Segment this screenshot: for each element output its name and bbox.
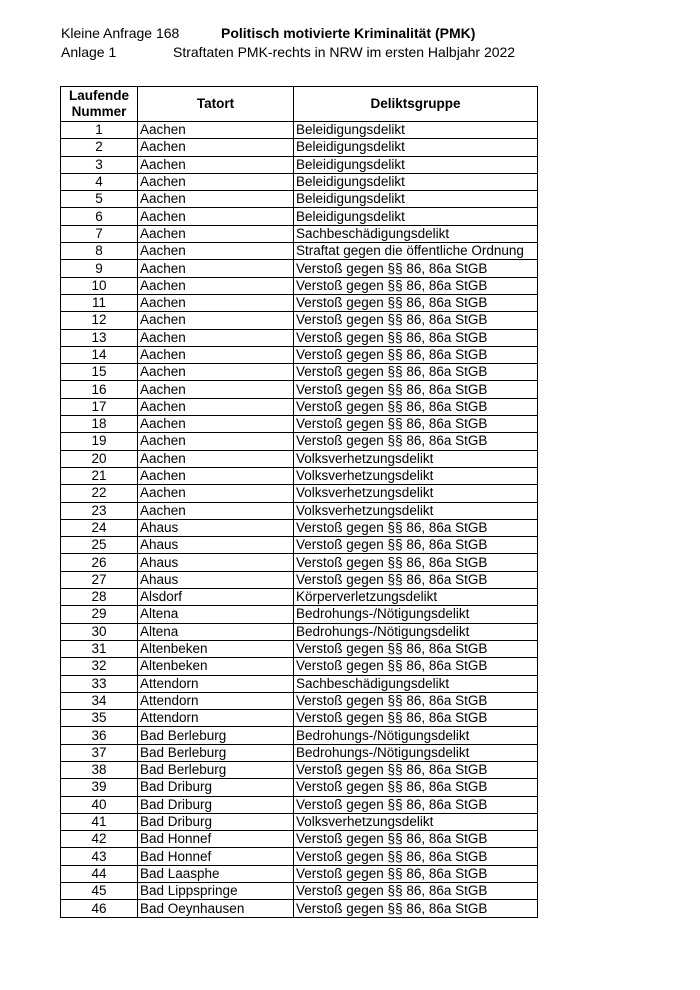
row-number-cell: 24 xyxy=(61,519,138,536)
row-location-cell: Aachen xyxy=(138,277,294,294)
request-number: Kleine Anfrage 168 xyxy=(61,25,180,41)
row-number-cell: 45 xyxy=(61,883,138,900)
row-number-cell: 32 xyxy=(61,658,138,675)
row-number-cell: 27 xyxy=(61,571,138,588)
table-row xyxy=(61,900,538,917)
table-row xyxy=(61,277,538,294)
row-location-cell: Aachen xyxy=(138,156,294,173)
row-offense-cell: Verstoß gegen §§ 86, 86a StGB xyxy=(294,883,538,900)
row-number-cell: 13 xyxy=(61,329,138,346)
row-offense-cell: Beleidigungsdelikt xyxy=(294,208,538,225)
table-row xyxy=(61,381,538,398)
row-number-cell: 9 xyxy=(61,260,138,277)
row-offense-cell: Verstoß gegen §§ 86, 86a StGB xyxy=(294,433,538,450)
table-row xyxy=(61,294,538,311)
row-offense-cell: Bedrohungs-/Nötigungsdelikt xyxy=(294,727,538,744)
row-number-cell: 28 xyxy=(61,589,138,606)
row-number-cell: 26 xyxy=(61,554,138,571)
table-row xyxy=(61,156,538,173)
row-offense-cell: Verstoß gegen §§ 86, 86a StGB xyxy=(294,519,538,536)
row-offense-cell: Verstoß gegen §§ 86, 86a StGB xyxy=(294,831,538,848)
row-offense-cell: Verstoß gegen §§ 86, 86a StGB xyxy=(294,554,538,571)
row-number-cell: 21 xyxy=(61,467,138,484)
page-subtitle: Straftaten PMK-rechts in NRW im ersten Halbjahr 2022 xyxy=(173,44,516,60)
row-offense-cell: Verstoß gegen §§ 86, 86a StGB xyxy=(294,640,538,657)
row-offense-cell: Verstoß gegen §§ 86, 86a StGB xyxy=(294,416,538,433)
row-location-cell: Aachen xyxy=(138,225,294,242)
row-offense-cell: Volksverhetzungsdelikt xyxy=(294,485,538,502)
row-location-cell: Bad Berleburg xyxy=(138,761,294,778)
row-offense-cell: Bedrohungs-/Nötigungsdelikt xyxy=(294,606,538,623)
row-offense-cell: Verstoß gegen §§ 86, 86a StGB xyxy=(294,796,538,813)
row-offense-cell: Bedrohungs-/Nötigungsdelikt xyxy=(294,744,538,761)
table-row xyxy=(61,467,538,484)
row-offense-cell: Verstoß gegen §§ 86, 86a StGB xyxy=(294,277,538,294)
row-number-cell: 43 xyxy=(61,848,138,865)
row-offense-cell: Körperverletzungsdelikt xyxy=(294,589,538,606)
row-location-cell: Aachen xyxy=(138,433,294,450)
row-number-cell: 44 xyxy=(61,865,138,882)
table-row xyxy=(61,831,538,848)
row-number-cell: 11 xyxy=(61,294,138,311)
row-number-cell: 2 xyxy=(61,139,138,156)
table-row xyxy=(61,779,538,796)
row-location-cell: Aachen xyxy=(138,122,294,139)
row-location-cell: Attendorn xyxy=(138,692,294,709)
row-offense-cell: Volksverhetzungsdelikt xyxy=(294,813,538,830)
table-row xyxy=(61,173,538,190)
table-body xyxy=(61,122,538,918)
row-offense-cell: Beleidigungsdelikt xyxy=(294,156,538,173)
row-offense-cell: Verstoß gegen §§ 86, 86a StGB xyxy=(294,364,538,381)
row-number-cell: 3 xyxy=(61,156,138,173)
column-header-number-line2: Nummer xyxy=(71,104,127,119)
table-row xyxy=(61,191,538,208)
row-location-cell: Ahaus xyxy=(138,571,294,588)
row-offense-cell: Sachbeschädigungsdelikt xyxy=(294,225,538,242)
row-number-cell: 4 xyxy=(61,173,138,190)
row-location-cell: Attendorn xyxy=(138,710,294,727)
row-number-cell: 29 xyxy=(61,606,138,623)
table-row xyxy=(61,122,538,139)
row-number-cell: 16 xyxy=(61,381,138,398)
row-number-cell: 42 xyxy=(61,831,138,848)
row-offense-cell: Straftat gegen die öffentliche Ordnung xyxy=(294,243,538,260)
row-number-cell: 33 xyxy=(61,675,138,692)
column-header-location: Tatort xyxy=(138,87,294,122)
row-number-cell: 30 xyxy=(61,623,138,640)
row-offense-cell: Verstoß gegen §§ 86, 86a StGB xyxy=(294,294,538,311)
row-number-cell: 39 xyxy=(61,779,138,796)
column-header-number xyxy=(61,87,138,122)
row-number-cell: 12 xyxy=(61,312,138,329)
row-number-cell: 41 xyxy=(61,813,138,830)
row-offense-cell: Volksverhetzungsdelikt xyxy=(294,502,538,519)
row-location-cell: Ahaus xyxy=(138,554,294,571)
row-number-cell: 40 xyxy=(61,796,138,813)
row-location-cell: Aachen xyxy=(138,398,294,415)
table-row xyxy=(61,398,538,415)
row-number-cell: 46 xyxy=(61,900,138,917)
table-row xyxy=(61,208,538,225)
row-offense-cell: Beleidigungsdelikt xyxy=(294,191,538,208)
row-location-cell: Aachen xyxy=(138,329,294,346)
row-location-cell: Bad Berleburg xyxy=(138,727,294,744)
row-location-cell: Altenbeken xyxy=(138,658,294,675)
row-location-cell: Alsdorf xyxy=(138,589,294,606)
row-offense-cell: Verstoß gegen §§ 86, 86a StGB xyxy=(294,710,538,727)
row-number-cell: 37 xyxy=(61,744,138,761)
row-location-cell: Bad Driburg xyxy=(138,813,294,830)
row-offense-cell: Verstoß gegen §§ 86, 86a StGB xyxy=(294,537,538,554)
table-row xyxy=(61,139,538,156)
crime-table xyxy=(60,86,538,918)
table-row xyxy=(61,640,538,657)
row-location-cell: Aachen xyxy=(138,260,294,277)
table-row xyxy=(61,502,538,519)
row-number-cell: 36 xyxy=(61,727,138,744)
row-offense-cell: Volksverhetzungsdelikt xyxy=(294,467,538,484)
row-location-cell: Bad Driburg xyxy=(138,779,294,796)
row-offense-cell: Verstoß gegen §§ 86, 86a StGB xyxy=(294,848,538,865)
table-row xyxy=(61,329,538,346)
row-number-cell: 35 xyxy=(61,710,138,727)
row-offense-cell: Bedrohungs-/Nötigungsdelikt xyxy=(294,623,538,640)
row-offense-cell: Verstoß gegen §§ 86, 86a StGB xyxy=(294,312,538,329)
row-number-cell: 15 xyxy=(61,364,138,381)
row-location-cell: Altena xyxy=(138,606,294,623)
row-number-cell: 25 xyxy=(61,537,138,554)
row-number-cell: 31 xyxy=(61,640,138,657)
column-header-offense: Deliktsgruppe xyxy=(294,87,538,122)
row-offense-cell: Beleidigungsdelikt xyxy=(294,173,538,190)
row-location-cell: Aachen xyxy=(138,173,294,190)
row-location-cell: Aachen xyxy=(138,312,294,329)
row-location-cell: Aachen xyxy=(138,208,294,225)
row-offense-cell: Sachbeschädigungsdelikt xyxy=(294,675,538,692)
row-location-cell: Altenbeken xyxy=(138,640,294,657)
row-location-cell: Bad Laasphe xyxy=(138,865,294,882)
row-number-cell: 19 xyxy=(61,433,138,450)
table-row xyxy=(61,796,538,813)
row-offense-cell: Beleidigungsdelikt xyxy=(294,122,538,139)
row-offense-cell: Verstoß gegen §§ 86, 86a StGB xyxy=(294,900,538,917)
row-number-cell: 20 xyxy=(61,450,138,467)
row-location-cell: Bad Oeynhausen xyxy=(138,900,294,917)
row-location-cell: Aachen xyxy=(138,243,294,260)
table-row xyxy=(61,519,538,536)
row-location-cell: Attendorn xyxy=(138,675,294,692)
row-number-cell: 8 xyxy=(61,243,138,260)
row-location-cell: Aachen xyxy=(138,191,294,208)
row-offense-cell: Verstoß gegen §§ 86, 86a StGB xyxy=(294,398,538,415)
row-location-cell: Ahaus xyxy=(138,519,294,536)
row-offense-cell: Volksverhetzungsdelikt xyxy=(294,450,538,467)
row-location-cell: Bad Driburg xyxy=(138,796,294,813)
row-number-cell: 10 xyxy=(61,277,138,294)
table-row xyxy=(61,260,538,277)
row-offense-cell: Verstoß gegen §§ 86, 86a StGB xyxy=(294,761,538,778)
table-row xyxy=(61,658,538,675)
row-offense-cell: Verstoß gegen §§ 86, 86a StGB xyxy=(294,346,538,363)
table-row xyxy=(61,606,538,623)
row-offense-cell: Verstoß gegen §§ 86, 86a StGB xyxy=(294,381,538,398)
table-row xyxy=(61,416,538,433)
row-offense-cell: Verstoß gegen §§ 86, 86a StGB xyxy=(294,260,538,277)
row-number-cell: 6 xyxy=(61,208,138,225)
row-location-cell: Ahaus xyxy=(138,537,294,554)
table-row xyxy=(61,537,538,554)
table-row xyxy=(61,243,538,260)
table-row xyxy=(61,554,538,571)
column-header-number-line1: Laufende xyxy=(68,88,129,103)
table-row xyxy=(61,346,538,363)
row-offense-cell: Verstoß gegen §§ 86, 86a StGB xyxy=(294,865,538,882)
row-offense-cell: Beleidigungsdelikt xyxy=(294,139,538,156)
table-row xyxy=(61,225,538,242)
row-location-cell: Aachen xyxy=(138,381,294,398)
row-location-cell: Bad Honnef xyxy=(138,831,294,848)
table-row xyxy=(61,848,538,865)
row-number-cell: 23 xyxy=(61,502,138,519)
table-row xyxy=(61,450,538,467)
row-number-cell: 34 xyxy=(61,692,138,709)
row-offense-cell: Verstoß gegen §§ 86, 86a StGB xyxy=(294,692,538,709)
table-row xyxy=(61,485,538,502)
table-row xyxy=(61,883,538,900)
table-row xyxy=(61,312,538,329)
row-location-cell: Aachen xyxy=(138,294,294,311)
page-title: Politisch motivierte Kriminalität (PMK) xyxy=(221,25,476,41)
row-offense-cell: Verstoß gegen §§ 86, 86a StGB xyxy=(294,329,538,346)
row-location-cell: Aachen xyxy=(138,467,294,484)
row-location-cell: Aachen xyxy=(138,450,294,467)
table-row xyxy=(61,710,538,727)
table-row xyxy=(61,433,538,450)
row-location-cell: Altena xyxy=(138,623,294,640)
row-location-cell: Aachen xyxy=(138,416,294,433)
table-row xyxy=(61,727,538,744)
row-number-cell: 17 xyxy=(61,398,138,415)
table-row xyxy=(61,364,538,381)
table-row xyxy=(61,692,538,709)
row-number-cell: 22 xyxy=(61,485,138,502)
row-location-cell: Aachen xyxy=(138,502,294,519)
row-location-cell: Bad Berleburg xyxy=(138,744,294,761)
table-row xyxy=(61,675,538,692)
table-row xyxy=(61,813,538,830)
row-number-cell: 7 xyxy=(61,225,138,242)
table-row xyxy=(61,589,538,606)
row-number-cell: 18 xyxy=(61,416,138,433)
table-row xyxy=(61,623,538,640)
table-row xyxy=(61,761,538,778)
row-number-cell: 38 xyxy=(61,761,138,778)
table-row xyxy=(61,865,538,882)
row-offense-cell: Verstoß gegen §§ 86, 86a StGB xyxy=(294,658,538,675)
row-offense-cell: Verstoß gegen §§ 86, 86a StGB xyxy=(294,779,538,796)
row-location-cell: Bad Honnef xyxy=(138,848,294,865)
row-offense-cell: Verstoß gegen §§ 86, 86a StGB xyxy=(294,571,538,588)
row-location-cell: Bad Lippspringe xyxy=(138,883,294,900)
row-number-cell: 1 xyxy=(61,122,138,139)
row-location-cell: Aachen xyxy=(138,346,294,363)
row-location-cell: Aachen xyxy=(138,139,294,156)
table-header-row xyxy=(61,87,538,122)
row-location-cell: Aachen xyxy=(138,485,294,502)
attachment-label: Anlage 1 xyxy=(61,44,117,60)
row-location-cell: Aachen xyxy=(138,364,294,381)
row-number-cell: 5 xyxy=(61,191,138,208)
table-row xyxy=(61,744,538,761)
row-number-cell: 14 xyxy=(61,346,138,363)
table-row xyxy=(61,571,538,588)
